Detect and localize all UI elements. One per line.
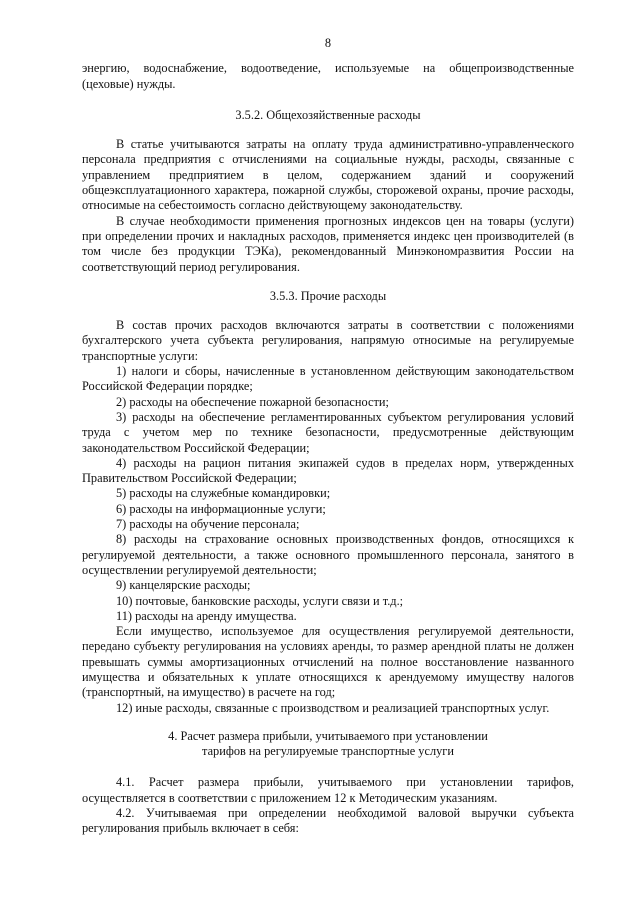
paragraph-rental-property: Если имущество, используемое для осуществления регулируемой деятельности, передано субъекту регулирования на условиях аренды, то размер арендной платы не должен превышать суммы амортизационных отчислений на полное восстановление названного имущества и обязательных к уплате относящихся к арендуемому имуществу налогов (транспортный, на имущество) в расчете на год; (82, 624, 574, 700)
list-item-2: 2) расходы на обеспечение пожарной безопасности; (116, 394, 389, 409)
section-heading-3-5-2: 3.5.2. Общехозяйственные расходы (235, 107, 421, 122)
list-item-12: 12) иные расходы, связанные с производством и реализацией транспортных услуг. (116, 700, 550, 715)
paragraph-4-2: 4.2. Учитываемая при определении необходимой валовой выручки субъекта регулирования прибыль включает в себя: (82, 806, 574, 836)
paragraph-other-expenses-intro: В состав прочих расходов включаются затраты в соответствии с положениями бухгалтерского учета субъекта регулирования, напрямую относимые на регулируемые транспортные услуги: (82, 318, 574, 363)
page-number: 8 (324, 36, 332, 50)
paragraph-price-indices: В случае необходимости применения прогнозных индексов цен на товары (услуги) при определении прочих и накладных расходов, применяется индекс цен производителей (в том числе без продукции ТЭКа), рекомендованный Минэкономразвития России на соответствующий период регулирования. (82, 213, 574, 274)
list-item-4: 4) расходы на рацион питания экипажей судов в пределах норм, утвержденных Правительством Российской Федерации; (82, 455, 574, 486)
paragraph-continuation: энергию, водоснабжение, водоотведение, используемые на общепроизводственные (цеховые) нужды. (82, 61, 574, 91)
section-heading-4 (82, 729, 574, 760)
list-item-9: 9) канцелярские расходы; (116, 578, 251, 593)
section-heading-3-5-3: 3.5.3. Прочие расходы (269, 288, 387, 303)
paragraph-4-1: 4.1. Расчет размера прибыли, учитываемого при установлении тарифов, осуществляется в соответствии с приложением 12 к Методическим указаниям. (82, 775, 574, 805)
paragraph-general-expenses: В статье учитываются затраты на оплату труда административно-управленческого персонала предприятия с отчислениями на социальные нужды, расходы, связанные с управлением предприятием в целом, содержанием зданий и сооружений общеэксплуатационного характера, пожарной службы, сторожевой охраны, прочие расходы, относимые на себестоимость согласно действующему законодательству. (82, 137, 574, 213)
section-heading-4-line-2: тарифов на регулируемые транспортные услуги (202, 744, 454, 759)
list-item-10: 10) почтовые, банковские расходы, услуги связи и т.д.; (116, 593, 404, 608)
list-item-5: 5) расходы на служебные командировки; (116, 486, 331, 501)
list-item-11: 11) расходы на аренду имущества. (116, 608, 297, 623)
list-item-3: 3) расходы на обеспечение регламентированных субъектом регулирования условий труда с учетом мер по технике безопасности, предусмотренные действующим законодательством Российской Федерации; (82, 409, 574, 455)
list-item-8: 8) расходы на страхование основных производственных фондов, относящихся к регулируемой деятельности, а также основного промышленного персонала, занятого в осуществлении регулируемой деятельности; (82, 532, 574, 577)
list-item-6: 6) расходы на информационные услуги; (116, 501, 326, 516)
list-item-7: 7) расходы на обучение персонала; (116, 517, 300, 532)
section-heading-4-line-1: 4. Расчет размера прибыли, учитываемого при установлении (168, 728, 488, 743)
list-item-1: 1) налоги и сборы, начисленные в установленном действующим законодательством Российской Федерации порядке; (82, 364, 574, 394)
